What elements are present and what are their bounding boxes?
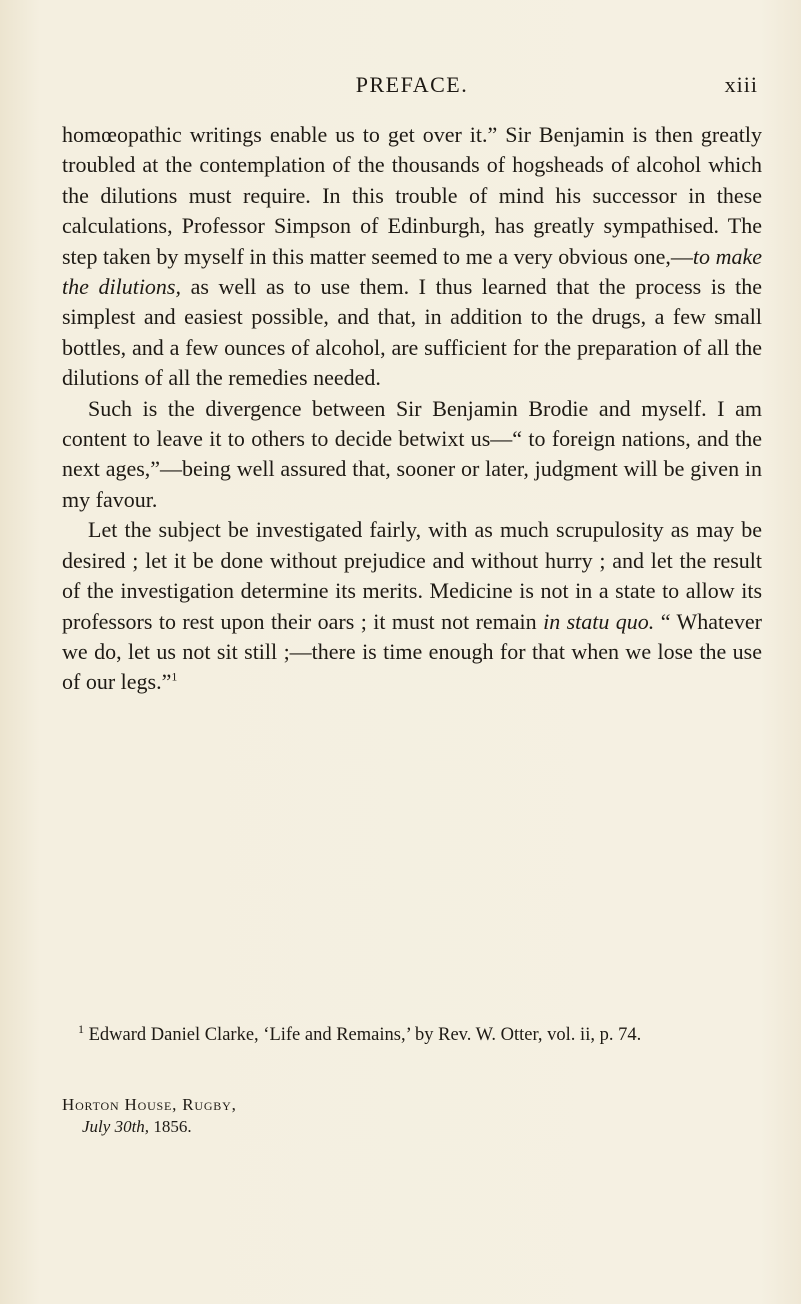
text-run: homœopathic writings enable us to get over it.” Sir Benjamin is then greatly troubled at the contemplation of the thousands of hogsheads of alcohol which the dilutions must require. In this trouble of mind his successor in these calculations, Professor Simpson of Edinburgh, has greatly sympathised. The step taken by myself in this matter seemed to me a very obvious one,— [62, 122, 762, 269]
text-run: Let the subject be investigated fairly, with as much scrupulosity as may be desired ; let it be done without prejudice and without hurry ; and let the result of the investigation determine its merits. Medicine is not in a state to allow its professors to rest upon their oars ; it must not remain [62, 517, 762, 634]
italic-run: in statu quo. [543, 608, 655, 634]
text-run: “ Whatever we do, let us not sit still ;—there is time enough for that when we lose the use of our legs.” [62, 608, 762, 695]
paragraph [62, 515, 762, 697]
paragraph [62, 120, 762, 394]
signoff-place: Horton House, Rugby, [62, 1095, 237, 1114]
body-text [62, 120, 762, 698]
footnote-text: Edward Daniel Clarke, ‘Life and Remains,’ by Rev. W. Otter, vol. ii, p. 74. [84, 1025, 642, 1045]
paragraph [62, 394, 762, 516]
signoff-month: July [82, 1117, 111, 1136]
signoff [62, 1094, 462, 1138]
text-run: Such is the divergence between Sir Benjamin Brodie and myself. I am content to leave it to others to decide betwixt us—“ to foreign nations, and the next ages,”—being well assured that, sooner or later, judgment will be given in my favour. [62, 395, 762, 512]
text-run: as well as to use them. I thus learned that the process is the simplest and easiest possible, and that, in addition to the drugs, a few small bottles, and a few ounces of alcohol, are sufficient for the preparation of all the dilutions of all the remedies needed. [62, 274, 762, 391]
page-number: xiii [724, 72, 758, 97]
footnote-reference: 1 [171, 669, 178, 684]
signoff-day: 30th, [114, 1117, 150, 1136]
running-title: PREFACE. [355, 72, 469, 97]
signoff-year: 1856. [149, 1117, 192, 1136]
running-head [62, 72, 762, 102]
italic-run: to make the dilutions, [62, 243, 762, 300]
signoff-date [62, 1116, 462, 1138]
footnote [62, 1022, 762, 1048]
footnote-marker: 1 [78, 1021, 84, 1036]
